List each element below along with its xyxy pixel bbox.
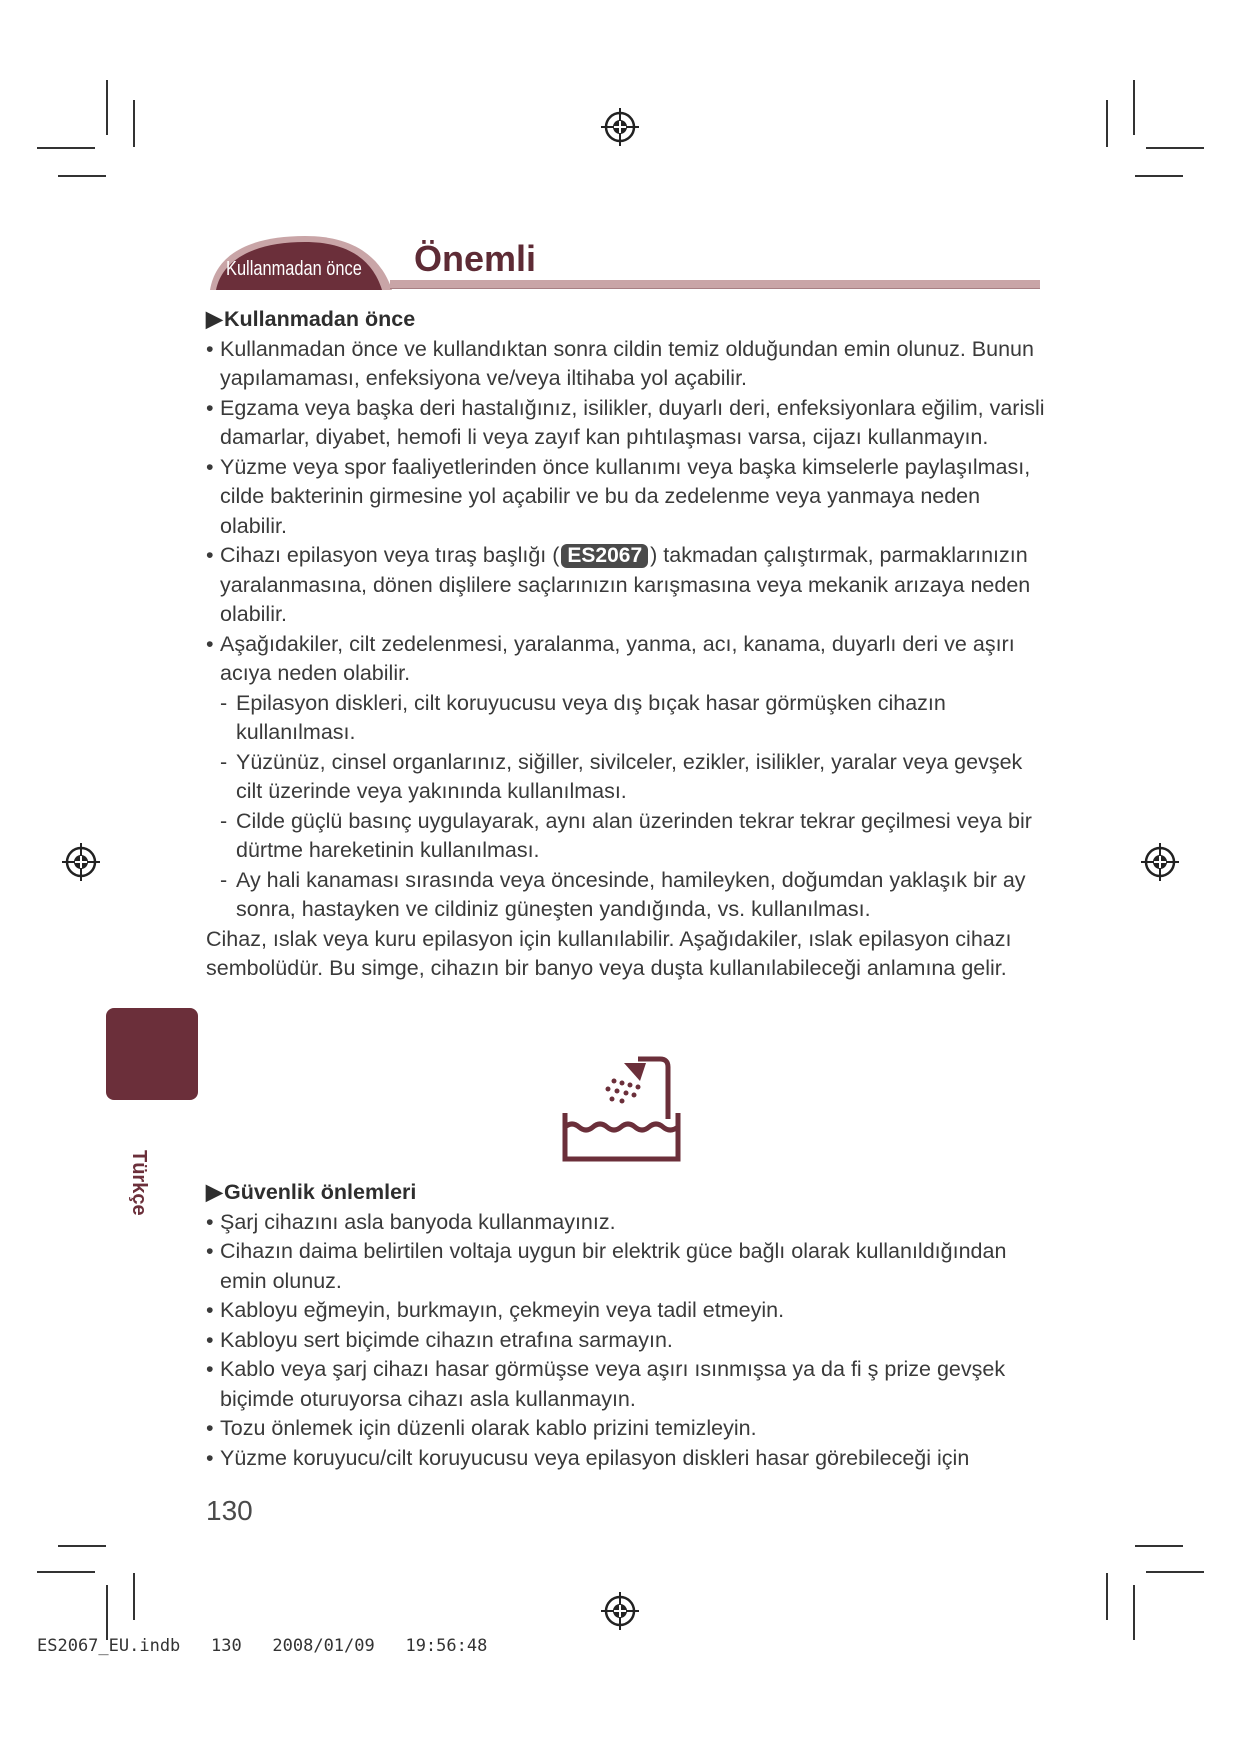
bullet-list [206,335,1051,689]
section-heading: ▶Kullanmadan önce [206,305,1051,335]
list-item: • Şarj cihazını asla banyoda kullanmayınız. [206,1208,1051,1238]
sub-list [206,689,1051,925]
list-item: • Kablo veya şarj cihazı hasar görmüşse veya aşırı ısınmışsa ya da fi ş prize gevşek biçimde oturuyorsa cihazı asla kullanmayın. [206,1355,1051,1414]
list-item: • Aşağıdakiler, cilt zedelenmesi, yaralanma, yanma, acı, kanama, duyarlı deri ve aşırı acıya neden olabilir. [206,630,1051,689]
print-footer: ES2067_EU.indb 130 2008/01/09 19:56:48 [37,1636,488,1656]
header-tab-label: Kullanmadan önce [226,258,362,280]
shower-bath-icon [560,1055,684,1163]
section-before-use [206,305,1051,984]
sub-list-item: - Ay hali kanaması sırasında veya öncesinde, hamileyken, doğumdan yaklaşık bir ay sonra, hastayken ve cildiniz güneşten yandığında, vs. kullanılması. [220,866,1051,925]
list-item: • Egzama veya başka deri hastalığınız, isilikler, duyarlı deri, enfeksiyonlara eğilim, varisli damarlar, diyabet, hemofi li veya zayıf kan pıhtılaşması varsa, cijazı kullanmayın. [206,394,1051,453]
registration-mark-icon [1139,841,1181,883]
list-item: • Yüzme koruyucu/cilt koruyucusu veya epilasyon diskleri hasar görebileceği için [206,1444,1051,1474]
list-item: • Cihazı epilasyon veya tıraş başlığı ( ES2067 ) takmadan çalıştırmak, parmaklarınızın yaralanmasına, dönen dişlilere saçlarınızın karışmasına veya mekanik arızaya neden olabilir. [206,541,1051,630]
wet-use-paragraph: Cihaz, ıslak veya kuru epilasyon için kullanılabilir. Aşağıdakiler, ıslak epilasyon cihazı sembolüdür. Bu simge, cihazın bir banyo veya duşta kullanılabileceği anlamına gelir. [206,926,1012,980]
language-side-tab [106,1008,198,1100]
page-number: 130 [206,1495,253,1526]
page-title: Önemli [414,238,537,279]
sub-list-item: - Yüzünüz, cinsel organlarınız, siğiller, sivilceler, ezikler, isilikler, yaralar veya gevşek cilt üzerinde veya yakınında kullanılması. [220,748,1051,807]
registration-mark-icon [599,106,641,148]
triangle-arrow-icon: ▶ [206,1180,223,1204]
list-item: • Tozu önlemek için düzenli olarak kablo prizini temizleyin. [206,1414,1051,1444]
list-item: • Cihazın daima belirtilen voltaja uygun bir elektrik güce bağlı olarak kullanıldığından emin olunuz. [206,1237,1051,1296]
model-badge: ES2067 [561,544,648,568]
list-item: • Kullanmadan önce ve kullandıktan sonra cildin temiz olduğundan emin olunuz. Bunun yapılamaması, enfeksiyona ve/veya iltihaba yol açabilir. [206,335,1051,394]
triangle-arrow-icon: ▶ [206,307,223,331]
list-item: • Yüzme veya spor faaliyetlerinden önce kullanımı veya başka kimselerle paylaşılması, cilde bakterinin girmesine yol açabilir ve bu da zedelenme veya yanmaya neden olabilir. [206,453,1051,542]
bullet-list [206,1208,1051,1474]
sub-list-item: - Cilde güçlü basınç uygulayarak, aynı alan üzerinden tekrar tekrar geçilmesi veya bir dürtme hareketinin kullanılması. [220,807,1051,866]
header-rule [390,280,1040,289]
section-safety [206,1178,1051,1473]
language-label: Türkçe [128,1150,150,1216]
list-item: • Kabloyu eğmeyin, burkmayın, çekmeyin veya tadil etmeyin. [206,1296,1051,1326]
sub-list-item: - Epilasyon diskleri, cilt koruyucusu veya dış bıçak hasar görmüşken cihazın kullanılması. [220,689,1051,748]
section-heading: ▶Güvenlik önlemleri [206,1178,1051,1208]
list-item: • Kabloyu sert biçimde cihazın etrafına sarmayın. [206,1326,1051,1356]
registration-mark-icon [599,1590,641,1632]
registration-mark-icon [60,841,102,883]
